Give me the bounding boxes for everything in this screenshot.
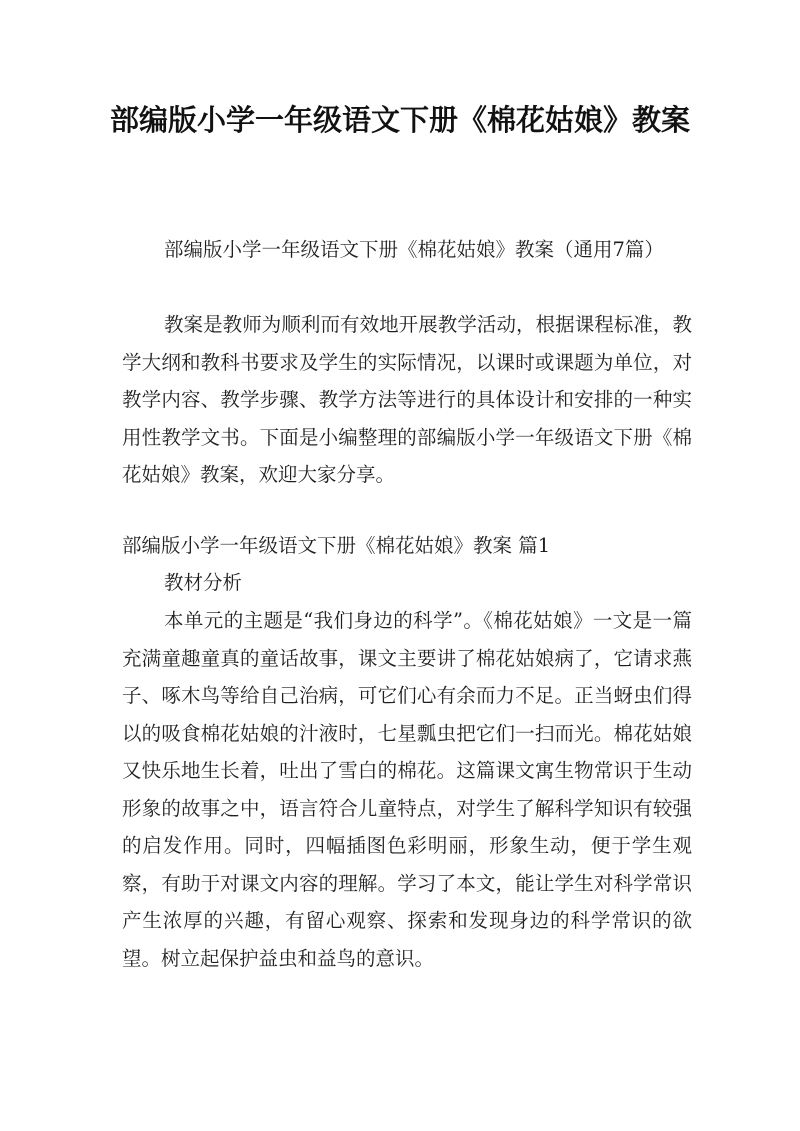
intro-paragraph: 教案是教师为顺利而有效地开展教学活动，根据课程标准，教学大纲和教科书要求及学生的实际情况，以课时或课题为单位，对教学内容、教学步骤、教学方法等进行的具体设计和安排的一种实用性教学文书。下面是小编整理的部编版小学一年级语文下册《棉花姑娘》教案，欢迎大家分享。 <box>122 313 692 486</box>
section-paragraph: 本单元的主题是“我们身边的科学”。《棉花姑娘》一文是一篇充满童趣童真的童话故事，课文主要讲了棉花姑娘病了，它请求燕子、啄木鸟等给自己治病，可它们心有余而力不足。正当蚜虫们得以的吸食棉花姑娘的汁液时，七星瓢虫把它们一扫而光。棉花姑娘又快乐地生长着，吐出了雪白的棉花。这篇课文寓生物常识于生动形象的故事之中，语言符合儿童特点，对学生了解科学知识有较强的启发作用。同时，四幅插图色彩明丽，形象生动，便于学生观察，有助于对课文内容的理解。学习了本文，能让学生对科学常识产生浓厚的兴趣，有留心观察、探索和发现身边的科学常识的欲望。树立起保护益虫和益鸟的意识。 <box>122 609 692 970</box>
section-heading: 部编版小学一年级语文下册《棉花姑娘》教案 篇1 <box>122 534 551 557</box>
document-title: 部编版小学一年级语文下册《棉花姑娘》教案 <box>109 103 690 137</box>
section-subheading: 教材分析 <box>164 571 243 594</box>
document-subtitle: 部编版小学一年级语文下册《棉花姑娘》教案（通用7篇） <box>164 238 664 261</box>
